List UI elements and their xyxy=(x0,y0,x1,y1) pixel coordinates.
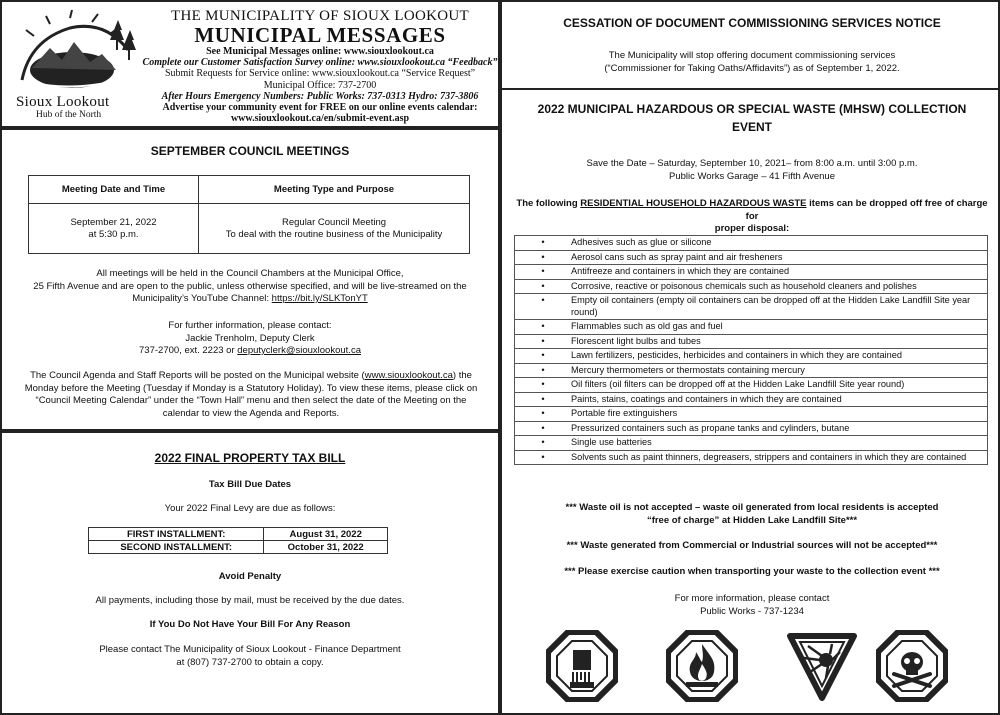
cessation-text xyxy=(512,50,992,75)
bullet-icon: • xyxy=(541,280,545,291)
bullet-icon: • xyxy=(541,237,545,247)
installment-label: FIRST INSTALLMENT: xyxy=(89,528,264,541)
waste-item-text: Aerosol cans such as spray paint and air fresheners xyxy=(571,251,783,262)
meeting-type-cell xyxy=(199,204,470,254)
bullet-icon: • xyxy=(541,393,545,404)
logo-emblem-icon xyxy=(10,10,142,96)
list-item xyxy=(515,451,987,465)
advertise-line: Advertise your community event for FREE on our online events calendar: xyxy=(162,102,478,114)
contact-name: Jackie Trenholm, Deputy Clerk xyxy=(185,332,315,344)
emergency-line: After Hours Emergency Numbers: Public Works: 737-0313 Hydro: 737-3806 xyxy=(161,90,479,102)
waste-item-text: Solvents such as paint thinners, degreasers, strippers and containers in which they are contained xyxy=(571,451,967,462)
installment-label: SECOND INSTALLMENT: xyxy=(89,541,264,554)
waste-intro-line: proper disposal: xyxy=(714,223,790,234)
col-header-date: Meeting Date and Time xyxy=(29,176,199,204)
cessation-line: (“Commissioner for Taking Oaths/Affidavits”) as of September 1, 2022. xyxy=(604,62,900,74)
bullet-icon: • xyxy=(541,379,545,389)
public-works-contact xyxy=(512,593,992,618)
bullet-icon: • xyxy=(541,408,545,418)
meeting-time: at 5:30 p.m. xyxy=(88,228,139,240)
public-works-phone: Public Works - 737-1234 xyxy=(700,605,804,617)
bullet-icon: • xyxy=(541,266,545,276)
accepted-waste-list xyxy=(514,235,988,465)
table-row xyxy=(89,528,388,541)
agenda-paragraph xyxy=(18,370,484,420)
installment-date: October 31, 2022 xyxy=(264,541,388,554)
masthead xyxy=(0,0,500,128)
installment-date: August 31, 2022 xyxy=(264,528,388,541)
bullet-icon: • xyxy=(541,364,545,375)
waste-oil-note xyxy=(512,502,992,527)
waste-item-text: Paints, stains, coatings and containers in which they are contained xyxy=(571,393,842,404)
list-item xyxy=(515,294,987,320)
bullet-icon: • xyxy=(541,295,545,305)
contact-paragraph xyxy=(22,320,478,358)
meeting-date: September 21, 2022 xyxy=(70,216,157,228)
note-line: “free of charge” at Hidden Lake Landfill Site*** xyxy=(646,514,858,526)
council-title: SEPTEMBER COUNCIL MEETINGS xyxy=(150,144,350,158)
event-details xyxy=(512,158,992,183)
avoid-penalty-title: Avoid Penalty xyxy=(218,571,282,582)
bullet-icon: • xyxy=(541,350,545,360)
masthead-text xyxy=(142,8,498,124)
waste-item-text: Florescent light bulbs and tubes xyxy=(571,335,701,346)
municipal-logo xyxy=(10,10,142,122)
contact-phone: 737-2700, ext. 2223 or xyxy=(139,345,235,356)
waste-intro xyxy=(512,198,992,236)
event-date: Save the Date – Saturday, September 10, 2021– from 8:00 a.m. until 3:00 p.m. xyxy=(586,158,918,169)
contact-email-link[interactable]: deputyclerk@siouxlookout.ca xyxy=(237,345,361,356)
website-link[interactable]: www.siouxlookout.ca xyxy=(364,370,453,381)
waste-intro-line xyxy=(512,198,992,223)
waste-item-text: Adhesives such as glue or silicone xyxy=(571,237,712,247)
cessation-line: The Municipality will stop offering document commissioning services xyxy=(608,50,896,61)
bullet-icon: • xyxy=(541,422,545,433)
tax-title: 2022 FINAL PROPERTY TAX BILL xyxy=(154,451,346,465)
waste-item-text: Antifreeze and containers in which they are contained xyxy=(571,266,790,276)
waste-item-text: Flammables such as old gas and fuel xyxy=(571,321,723,331)
location-line: 25 Fifth Avenue and are open to the public, unless otherwise specified, and will be live-streamed on the xyxy=(33,280,467,292)
cessation-notice-section xyxy=(500,0,1000,90)
meeting-datetime-cell xyxy=(29,204,199,254)
office-phone-line: Municipal Office: 737-2700 xyxy=(263,79,377,91)
bullet-icon: • xyxy=(541,321,545,331)
table-row xyxy=(89,541,388,554)
waste-item-text: Lawn fertilizers, pesticides, herbicides and containers in which they are contained xyxy=(571,350,902,360)
contact-intro: For further information, please contact: xyxy=(168,320,332,331)
logo-name: Sioux Lookout xyxy=(16,94,110,110)
location-paragraph xyxy=(22,268,478,306)
list-item xyxy=(515,349,987,364)
list-item xyxy=(515,436,987,451)
waste-intro-emphasis: RESIDENTIAL HOUSEHOLD HAZARDOUS WASTE xyxy=(580,198,807,209)
waste-item-text: Mercury thermometers or thermostats containing mercury xyxy=(571,364,805,375)
caution-note: *** Please exercise caution when transporting your waste to the collection event *** xyxy=(564,566,940,577)
property-tax-section xyxy=(0,431,500,715)
no-bill-title: If You Do Not Have Your Bill For Any Reason xyxy=(149,619,351,630)
survey-line: Complete our Customer Satisfaction Survey online: www.siouxlookout.ca “Feedback” xyxy=(142,57,498,69)
list-item xyxy=(515,422,987,437)
event-place: Public Works Garage – 41 Fifth Avenue xyxy=(669,170,835,182)
list-item xyxy=(515,393,987,408)
logo-subtitle: Hub of the North xyxy=(36,110,102,120)
list-item xyxy=(515,335,987,350)
mhsw-section xyxy=(500,88,1000,715)
list-item xyxy=(515,236,987,251)
bullet-icon: • xyxy=(541,437,545,447)
waste-item-text: Corrosive, reactive or poisonous chemicals such as household cleaners and polishes xyxy=(571,280,917,291)
service-request-line: Submit Requests for Service online: www.siouxlookout.ca “Service Request” xyxy=(164,68,476,80)
agenda-text: The Council Agenda and Staff Reports will be posted on the Municipal website ( xyxy=(30,370,365,381)
bullet-icon: • xyxy=(541,335,545,346)
installments-table xyxy=(88,527,388,554)
online-messages-line: See Municipal Messages online: www.siouxlookout.ca xyxy=(206,46,434,57)
meetings-table xyxy=(28,175,470,254)
youtube-label: Municipality’s YouTube Channel: xyxy=(132,293,270,304)
explosive-icon xyxy=(786,630,858,702)
agenda-text: ) the Monday before the Meeting (Tuesday if Monday is a Statutory Holiday). To view these items, please click on “Council Meeting Calendar” under the “Town Hall” menu and then select the date of the Meeting on the calendar to view the Agenda and Reports. xyxy=(24,370,478,419)
note-line: *** Waste oil is not accepted – waste oil generated from local residents is accepted xyxy=(565,502,939,513)
list-item xyxy=(515,407,987,422)
meeting-purpose: To deal with the routine business of the Municipality xyxy=(225,228,443,240)
mhsw-title xyxy=(512,100,992,136)
waste-item-text: Portable fire extinguishers xyxy=(571,408,678,418)
tax-subtitle: Tax Bill Due Dates xyxy=(208,479,292,490)
list-item xyxy=(515,251,987,266)
waste-item-text: Single use batteries xyxy=(571,437,652,447)
waste-item-text: Pressurized containers such as propane tanks and cylinders, butane xyxy=(571,422,850,433)
poison-icon xyxy=(876,630,948,702)
flammable-icon xyxy=(666,630,738,702)
mhsw-title-line: 2022 MUNICIPAL HAZARDOUS OR SPECIAL WASTE (MHSW) COLLECTION xyxy=(537,102,967,116)
location-line: All meetings will be held in the Council Chambers at the Municipal Office, xyxy=(96,268,404,279)
cessation-title: CESSATION OF DOCUMENT COMMISSIONING SERVICES NOTICE xyxy=(563,16,941,30)
finance-contact-line: at (807) 737-2700 to obtain a copy. xyxy=(176,656,324,668)
mhsw-title-line: EVENT xyxy=(731,120,772,134)
finance-contact xyxy=(22,644,478,669)
municipality-title: THE MUNICIPALITY OF SIOUX LOOKOUT xyxy=(171,8,469,24)
corrosive-icon xyxy=(546,630,618,702)
contact-line xyxy=(22,345,478,358)
waste-intro-text: The following xyxy=(516,198,578,209)
list-item xyxy=(515,265,987,280)
waste-item-text: Oil filters (oil filters can be dropped off at the Hidden Lake Landfill Site year round) xyxy=(571,379,905,389)
col-header-type: Meeting Type and Purpose xyxy=(199,176,470,204)
bullet-icon: • xyxy=(541,251,545,262)
finance-contact-line: Please contact The Municipality of Sioux Lookout - Finance Department xyxy=(99,644,401,655)
municipal-messages-title: MUNICIPAL MESSAGES xyxy=(194,23,446,47)
council-meetings-section xyxy=(0,128,500,431)
avoid-penalty-text: All payments, including those by mail, must be received by the due dates. xyxy=(95,595,405,606)
meeting-type: Regular Council Meeting xyxy=(281,216,387,228)
list-item xyxy=(515,364,987,379)
youtube-line xyxy=(22,293,478,306)
tax-intro: Your 2022 Final Levy are due as follows: xyxy=(164,503,336,514)
table-row xyxy=(29,204,470,254)
waste-intro-text: items can be dropped off free of charge for xyxy=(745,198,988,222)
list-item xyxy=(515,280,987,295)
waste-item-text: Empty oil containers (empty oil containers can be dropped off at the Hidden Lake Landfill Site year round) xyxy=(571,295,971,317)
bullet-icon: • xyxy=(541,451,545,462)
events-url[interactable]: www.siouxlookout.ca/en/submit-event.asp xyxy=(230,113,410,125)
list-item xyxy=(515,320,987,335)
more-info-line: For more information, please contact xyxy=(674,593,830,604)
commercial-waste-note: *** Waste generated from Commercial or Industrial sources will not be accepted*** xyxy=(566,540,938,551)
youtube-link[interactable]: https://bit.ly/SLKTonYT xyxy=(271,293,368,304)
list-item xyxy=(515,378,987,393)
